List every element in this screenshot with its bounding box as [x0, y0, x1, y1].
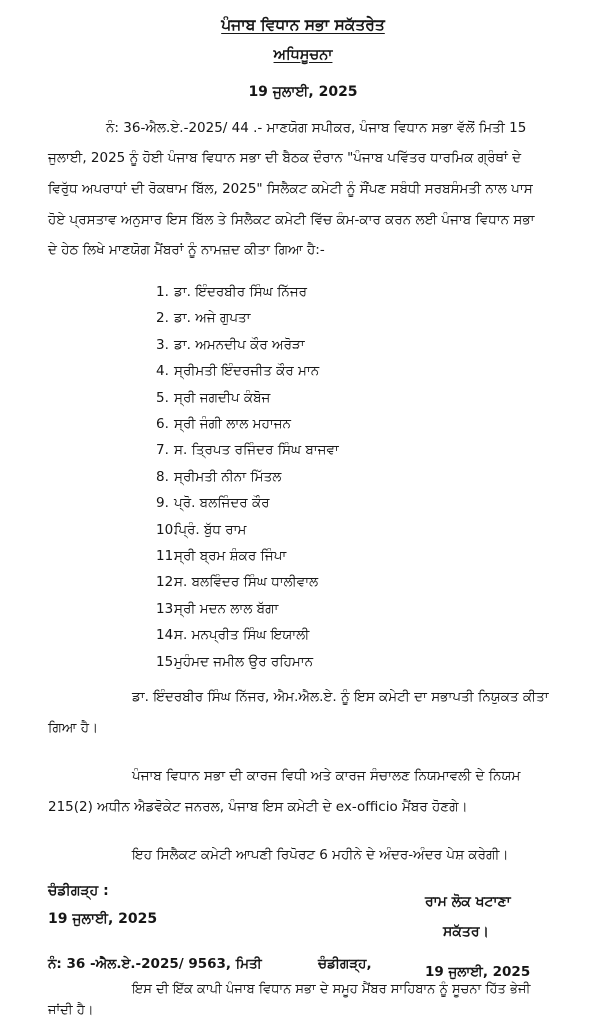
endorsement-number: ਨੰ: 36 -ਐਲ.ਏ.-2025/ 9563, ਮਿਤੀ: [48, 956, 262, 972]
member-item: [156, 337, 305, 353]
endorsement-place: ਚੰਡੀਗੜ੍ਹ,: [318, 956, 372, 972]
member-name: ਸ੍ਰੀ ਮਦਨ ਲਾਲ ਬੱਗਾ: [174, 600, 279, 617]
member-number: 12.: [156, 574, 178, 591]
member-item: [156, 522, 246, 538]
member-item: [156, 416, 291, 432]
member-name: ਸ੍ਰੀ ਬ੍ਰਮ ਸ਼ੰਕਰ ਜਿੰਪਾ: [174, 548, 287, 564]
report-note: ਇਹ ਸਿਲੈਕਟ ਕਮੇਟੀ ਆਪਣੀ ਰਿਪੋਰਟ 6 ਮਹੀਨੇ ਦੇ ਅੰਦਰ-ਅੰਦਰ ਪੇਸ਼ ਕਰੇਗੀ।: [132, 847, 509, 863]
notification-date: 19 ਜੁਲਾਈ, 2025: [248, 84, 358, 100]
intro-line-3: ਵਿਰੁੱਧ ਅਪਰਾਧਾਂ ਦੀ ਰੋਕਥਾਮ ਬਿੱਲ, 2025" ਸਿਲੈਕਟ ਕਮੇਟੀ ਨੂੰ ਸੌਂਪਣ ਸਬੰਧੀ ਸਰਬਸੰਮਤੀ ਨਾਲ ਪਾਸ: [48, 181, 533, 197]
intro-line-2: ਜੁਲਾਈ, 2025 ਨੂੰ ਹੋਈ ਪੰਜਾਬ ਵਿਧਾਨ ਸਭਾ ਦੀ ਬੈਠਕ ਦੌਰਾਨ "ਪੰਜਾਬ ਪਵਿੱਤਰ ਧਾਰਮਿਕ ਗ੍ਰੰਥਾਂ ਦੇ: [48, 150, 522, 166]
member-item: [156, 284, 307, 300]
chair-note-line-1: ਡਾ. ਇੰਦਰਬੀਰ ਸਿੰਘ ਨਿੱਜਰ, ਐਮ.ਐਲ.ਏ. ਨੂੰ ਇਸ ਕਮੇਟੀ ਦਾ ਸਭਾਪਤੀ ਨਿਯੁਕਤ ਕੀਤਾ: [132, 689, 549, 705]
copy-note-line-1: ਇਸ ਦੀ ਇੱਕ ਕਾਪੀ ਪੰਜਾਬ ਵਿਧਾਨ ਸਭਾ ਦੇ ਸਮੂਹ ਮੈਂਬਰ ਸਾਹਿਬਾਨ ਨੂੰ ਸੂਚਨਾ ਹਿੱਤ ਭੇਜੀ: [132, 982, 531, 997]
member-number: 1.: [156, 284, 169, 300]
member-name: ਸ. ਤ੍ਰਿਪਤ ਰਜਿੰਦਰ ਸਿੰਘ ਬਾਜਵਾ: [174, 442, 339, 459]
member-number: 2.: [156, 310, 169, 327]
member-item: [156, 469, 281, 485]
member-item: [156, 363, 319, 379]
member-name: ਡਾ. ਇੰਦਰਬੀਰ ਸਿੰਘ ਨਿੱਜਰ: [174, 284, 308, 300]
member-name: ਮੁਹੰਮਦ ਜਮੀਲ ਉਰ ਰਹਿਮਾਨ: [174, 653, 314, 670]
member-number: 10.: [156, 521, 178, 538]
member-number: 7.: [156, 442, 169, 459]
copy-note-line-2: ਜਾਂਦੀ ਹੈ।: [48, 1003, 94, 1018]
member-name: ਪ੍ਰੋ. ਬਲਜਿੰਦਰ ਕੌਰ: [174, 495, 270, 512]
member-item: [156, 574, 318, 590]
member-item: [156, 627, 309, 643]
member-number: 14.: [156, 627, 178, 644]
member-name: ਡਾ. ਅਜੇ ਗੁਪਤਾ: [174, 310, 251, 327]
member-name: ਸ੍ਰੀ ਜਗਦੀਪ ਕੰਬੋਜ: [174, 389, 271, 406]
footer-date: 19 ਜੁਲਾਈ, 2025: [48, 911, 158, 927]
intro-line-5: ਦੇ ਹੇਠ ਲਿਖੇ ਮਾਣਯੋਗ ਮੈਂਬਰਾਂ ਨੂੰ ਨਾਮਜ਼ਦ ਕੀਤਾ ਗਿਆ ਹੈ:-: [48, 242, 325, 258]
notification-heading: ਅਧਿਸੂਚਨਾ: [273, 47, 333, 63]
member-item: [156, 495, 270, 511]
member-item: [156, 310, 251, 326]
member-number: 15.: [156, 653, 178, 670]
member-number: 13.: [156, 600, 178, 617]
member-item: [156, 390, 270, 406]
member-number: 3.: [156, 336, 169, 353]
chair-note-line-2: ਗਿਆ ਹੈ।: [48, 720, 99, 736]
member-name: ਸ੍ਰੀ ਜੰਗੀ ਲਾਲ ਮਹਾਜਨ: [174, 416, 291, 432]
intro-line-4: ਹੋਏ ਪ੍ਰਸਤਾਵ ਅਨੁਸਾਰ ਇਸ ਬਿੱਲ ਤੇ ਸਿਲੈਕਟ ਕਮੇਟੀ ਵਿੱਚ ਕੰਮ-ਕਾਰ ਕਰਨ ਲਈ ਪੰਜਾਬ ਵਿਧਾਨ ਸਭਾ: [48, 212, 535, 228]
page-title: ਪੰਜਾਬ ਵਿਧਾਨ ਸਭਾ ਸਕੱਤਰੇਤ: [221, 16, 385, 34]
member-number: 11.: [156, 548, 178, 564]
member-name: ਪ੍ਰਿੰ. ਬੁੱਧ ਰਾਮ: [174, 521, 247, 538]
member-name: ਸ. ਬਲਵਿੰਦਰ ਸਿੰਘ ਧਾਲੀਵਾਲ: [174, 574, 319, 591]
member-name: ਡਾ. ਅਮਨਦੀਪ ਕੌਰ ਅਰੋੜਾ: [174, 336, 305, 353]
member-item: [156, 442, 339, 458]
footer-place: ਚੰਡੀਗੜ੍ਹ :: [48, 883, 109, 899]
member-name: ਸ੍ਰੀਮਤੀ ਇੰਦਰਜੀਤ ਕੌਰ ਮਾਨ: [174, 363, 320, 380]
member-name: ਸ. ਮਨਪ੍ਰੀਤ ਸਿੰਘ ਇਯਾਲੀ: [174, 627, 310, 644]
member-number: 5.: [156, 389, 169, 406]
member-item: [156, 548, 286, 564]
member-number: 4.: [156, 363, 169, 380]
member-number: 9.: [156, 495, 169, 512]
rule-note-line-2: 215(2) ਅਧੀਨ ਐਡਵੋਕੇਟ ਜਨਰਲ, ਪੰਜਾਬ ਇਸ ਕਮੇਟੀ ਦੇ ex-officio ਮੈਂਬਰ ਹੋਣਗੇ।: [48, 799, 468, 815]
member-number: 8.: [156, 468, 169, 485]
member-item: [156, 601, 278, 617]
member-name: ਸ੍ਰੀਮਤੀ ਨੀਨਾ ਮਿੱਤਲ: [174, 468, 282, 485]
endorsement-date: 19 ਜੁਲਾਈ, 2025: [425, 964, 531, 980]
signatory-name: ਰਾਮ ਲੋਕ ਖਟਾਣਾ: [425, 894, 511, 910]
member-item: [156, 654, 313, 670]
signatory-title: ਸਕੱਤਰ।: [443, 924, 489, 940]
intro-line-1: ਨੰ: 36-ਐਲ.ਏ.-2025/ 44 .- ਮਾਣਯੋਗ ਸਪੀਕਰ, ਪੰਜਾਬ ਵਿਧਾਨ ਸਭਾ ਵੱਲੋਂ ਮਿਤੀ 15: [106, 120, 527, 136]
member-number: 6.: [156, 416, 169, 432]
rule-note-line-1: ਪੰਜਾਬ ਵਿਧਾਨ ਸਭਾ ਦੀ ਕਾਰਜ ਵਿਧੀ ਅਤੇ ਕਾਰਜ ਸੰਚਾਲਣ ਨਿਯਮਾਵਲੀ ਦੇ ਨਿਯਮ: [132, 768, 521, 784]
